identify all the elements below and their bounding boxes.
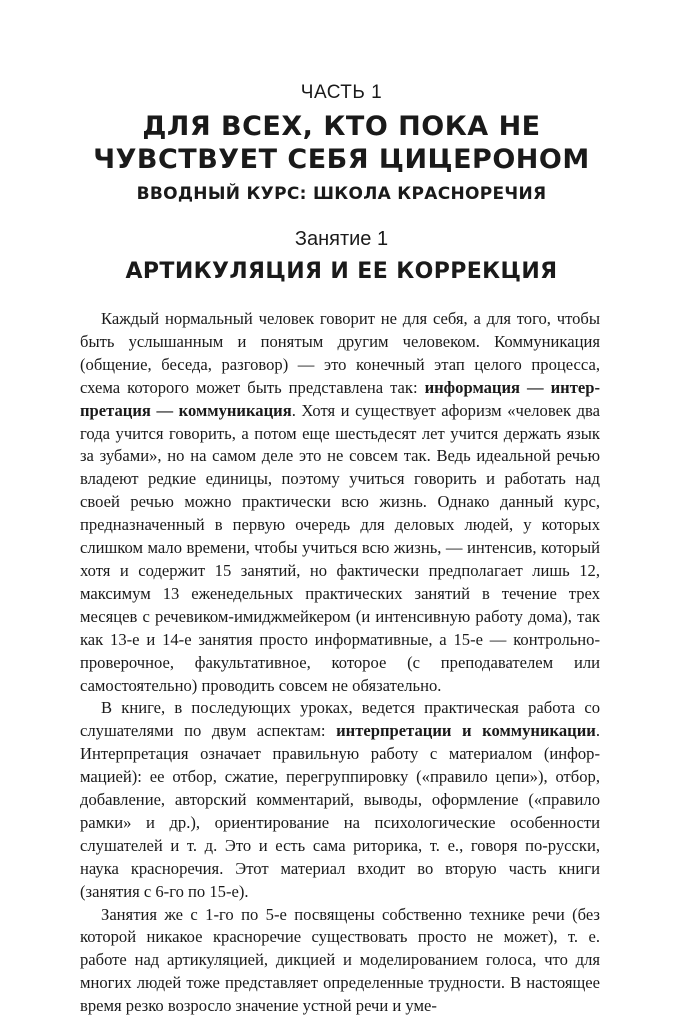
paragraph-2-text-end: . Интерпретация означает правильную работу с материалом (информацией): ее отбор, сжатие, перегруппировку («правило цепи»), отбор, добавление, авторский комментарий, выводы, оформление («правило рамки» и др.), ориентирование на психологические особенности слушателей и т. д. Это и есть сама риторика, т. е., говоря по-русски, наука красноречия. Этот материал входит во вторую часть книги (занятия с 6-го по 15-е). — [80, 721, 600, 901]
body-text — [80, 308, 600, 1018]
course-subtitle: ВВОДНЫЙ КУРС: ШКОЛА КРАСНОРЕЧИЯ — [136, 184, 547, 204]
part-title-line-1: ДЛЯ ВСЕХ, КТО ПОКА НЕ — [142, 111, 541, 142]
part-title-line-2: ЧУВСТВУЕТ СЕБЯ ЦИЦЕРОНОМ — [93, 144, 590, 175]
lesson-title: АРТИКУЛЯЦИЯ И ЕЕ КОРРЕКЦИЯ — [125, 259, 558, 284]
part-label: ЧАСТЬ 1 — [300, 82, 383, 103]
lesson-label: Занятие 1 — [294, 228, 389, 250]
paragraph-2-bold-phrase: интерпретации и коммуникации — [336, 721, 596, 741]
paragraph-1 — [80, 308, 600, 697]
paragraph-2 — [80, 697, 600, 903]
paragraph-1-text-end: . Хотя и существует афоризм «человек два года учится говорить, а потом еще шестьдесят лет учится держать язык за зубами», но на самом деле это не совсем так. Ведь идеальной речью владеют редкие единицы, поэтому учиться говорить и работать над своей речью можно практически всю жизнь. Однако данный курс, предназначенный в первую очередь для деловых людей, у которых слишком мало времени, чтобы учиться всю жизнь, — интенсив, который хотя и содержит 15 занятий, но фактически предполагает лишь 12, максимум 13 еженедельных практических занятий в течение трех месяцев с речевиком-имиджмейкером (и интенсивную работу дома), так как 13-е и 14-е занятия просто информативные, а 15-е — контрольно-проверочное, факультативное, которое (с преподавателем или самостоятельно) проводить совсем не обязательно. — [80, 400, 600, 695]
paragraph-2-text-start: В книге, в последующих уроках, ведется практическая работа со слушателями по двум аспектам: — [80, 698, 600, 741]
paragraph-1-text-start: Каждый нормальный человек говорит не для себя, а для того, чтобы быть услышанным и понятым другим человеком. Коммуникация (общение, беседа, разговор) — это конечный этап целого процесса, схема которого может быть представлена так: — [80, 309, 600, 397]
paragraph-3-text: Занятия же с 1-го по 5-е посвящены собственно технике речи (без которой никакое красноречие существовать просто не может), т. е. работе над артикуляцией, дикцией и моделированием голоса, что для многих людей тоже представляет определенные трудности. В настоящее время резко возросло значение устной речи и уме- — [80, 904, 600, 1016]
paragraph-3 — [80, 904, 600, 1018]
paragraph-1-bold-phrase: информация — интерпретация — коммуникация — [80, 377, 600, 420]
